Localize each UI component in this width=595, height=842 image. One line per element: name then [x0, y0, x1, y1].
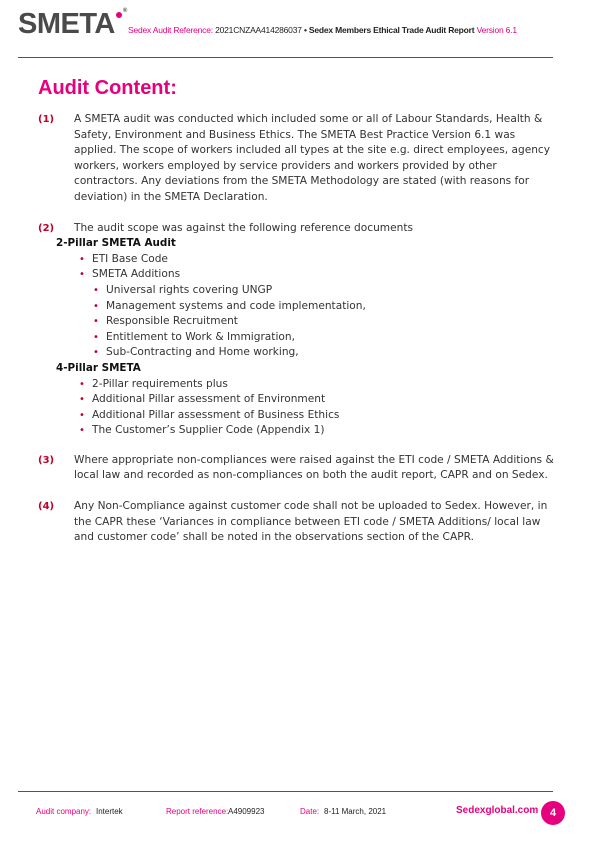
smeta-logo — [18, 8, 127, 41]
two-pillar-heading: 2-Pillar SMETA Audit — [56, 237, 176, 250]
footer-ref-label: Report reference: — [166, 807, 229, 816]
bullet-icon: • — [79, 378, 85, 390]
footer-website-link[interactable]: Sedexglobal.com — [456, 805, 539, 816]
footer-date-value: 8-11 March, 2021 — [324, 807, 387, 816]
bullet-icon: • — [79, 269, 85, 281]
list-item: • Responsible Recruitment — [106, 314, 558, 330]
bullet-icon: • — [93, 331, 99, 343]
header-reference-line — [128, 25, 517, 35]
four-pillar-heading: 4-Pillar SMETA — [56, 361, 141, 374]
paragraph-3 — [38, 453, 558, 484]
paragraph-text: The audit scope was against the following reference documents — [74, 221, 414, 234]
list-item: • Additional Pillar assessment of Environment — [92, 392, 558, 408]
paragraph-text: Any Non-Compliance against customer code shall not be uploaded to Sedex. However, in the CAPR these ‘Variances in compliance between ETI code / SMETA Additions/ local law and customer code’ shall be noted in the observations section of the CAPR. — [74, 500, 548, 544]
header-ref-value: 2021CNZAA414286037 — [215, 25, 302, 35]
footer-company-label: Audit company: — [36, 807, 92, 816]
bullet-icon: • — [79, 409, 85, 421]
footer-date-label: Date: — [300, 807, 320, 816]
audit-content-body — [38, 112, 558, 546]
paragraph-4 — [38, 499, 558, 546]
list-item: • Universal rights covering UNGP — [106, 283, 558, 299]
page-number-badge: 4 — [541, 801, 565, 825]
paragraph-2 — [38, 221, 558, 237]
two-pillar-list — [79, 252, 558, 283]
bullet-icon: • — [79, 253, 85, 265]
header-divider — [18, 57, 553, 58]
bullet-icon: • — [93, 347, 99, 359]
bullet-icon: • — [93, 284, 99, 296]
bullet-icon: • — [79, 394, 85, 406]
list-item: • Entitlement to Work & Immigration, — [106, 330, 558, 346]
logo-registered-mark: ® — [122, 8, 127, 14]
header-report-title: • Sedex Members Ethical Trade Audit Report — [303, 25, 475, 35]
paragraph-number: (1) — [38, 114, 55, 125]
paragraph-number: (4) — [38, 501, 55, 513]
list-item: • Sub-Contracting and Home working, — [106, 345, 558, 361]
bullet-icon: • — [79, 425, 85, 437]
list-item: • ETI Base Code — [92, 252, 558, 268]
smeta-additions-sublist — [93, 283, 558, 361]
header-version: Version 6.1 — [476, 25, 517, 35]
four-pillar-list — [79, 377, 558, 439]
paragraph-1 — [38, 112, 558, 206]
footer-ref-value: A4909923 — [228, 807, 265, 816]
footer-divider — [18, 791, 553, 792]
page-title: Audit Content: — [38, 77, 177, 99]
list-item: • 2-Pillar requirements plus — [92, 377, 558, 393]
paragraph-number: (2) — [38, 222, 55, 234]
list-item: • SMETA Additions — [92, 267, 558, 283]
logo-dot-icon — [116, 12, 122, 18]
list-item: • Management systems and code implementation, — [106, 299, 558, 315]
footer-company-value: Intertek — [96, 807, 123, 816]
paragraph-text: A SMETA audit was conducted which included some or all of Labour Standards, Health & Safety, Environment and Business Ethics. The SMETA Best Practice Version 6.1 was applied. The scope of workers included all types at the site e.g. direct employees, agency workers, workers employed by service providers and workers provided by other contractors. Any deviations from the SMETA Methodology are stated (with reasons for deviation) in the SMETA Declaration. — [74, 113, 551, 203]
logo-text: SMETA — [18, 8, 115, 40]
page-header — [0, 0, 595, 60]
bullet-icon: • — [93, 316, 99, 328]
header-ref-label: Sedex Audit Reference: — [128, 25, 213, 35]
list-item: • The Customer’s Supplier Code (Appendix 1) — [92, 423, 558, 439]
paragraph-text: Where appropriate non-compliances were raised against the ETI code / SMETA Additions & local law and recorded as non-compliances on both the audit report, CAPR and on Sedex. — [74, 453, 554, 482]
bullet-icon: • — [93, 300, 99, 312]
paragraph-number: (3) — [38, 454, 55, 466]
list-item: • Additional Pillar assessment of Business Ethics — [92, 408, 558, 424]
